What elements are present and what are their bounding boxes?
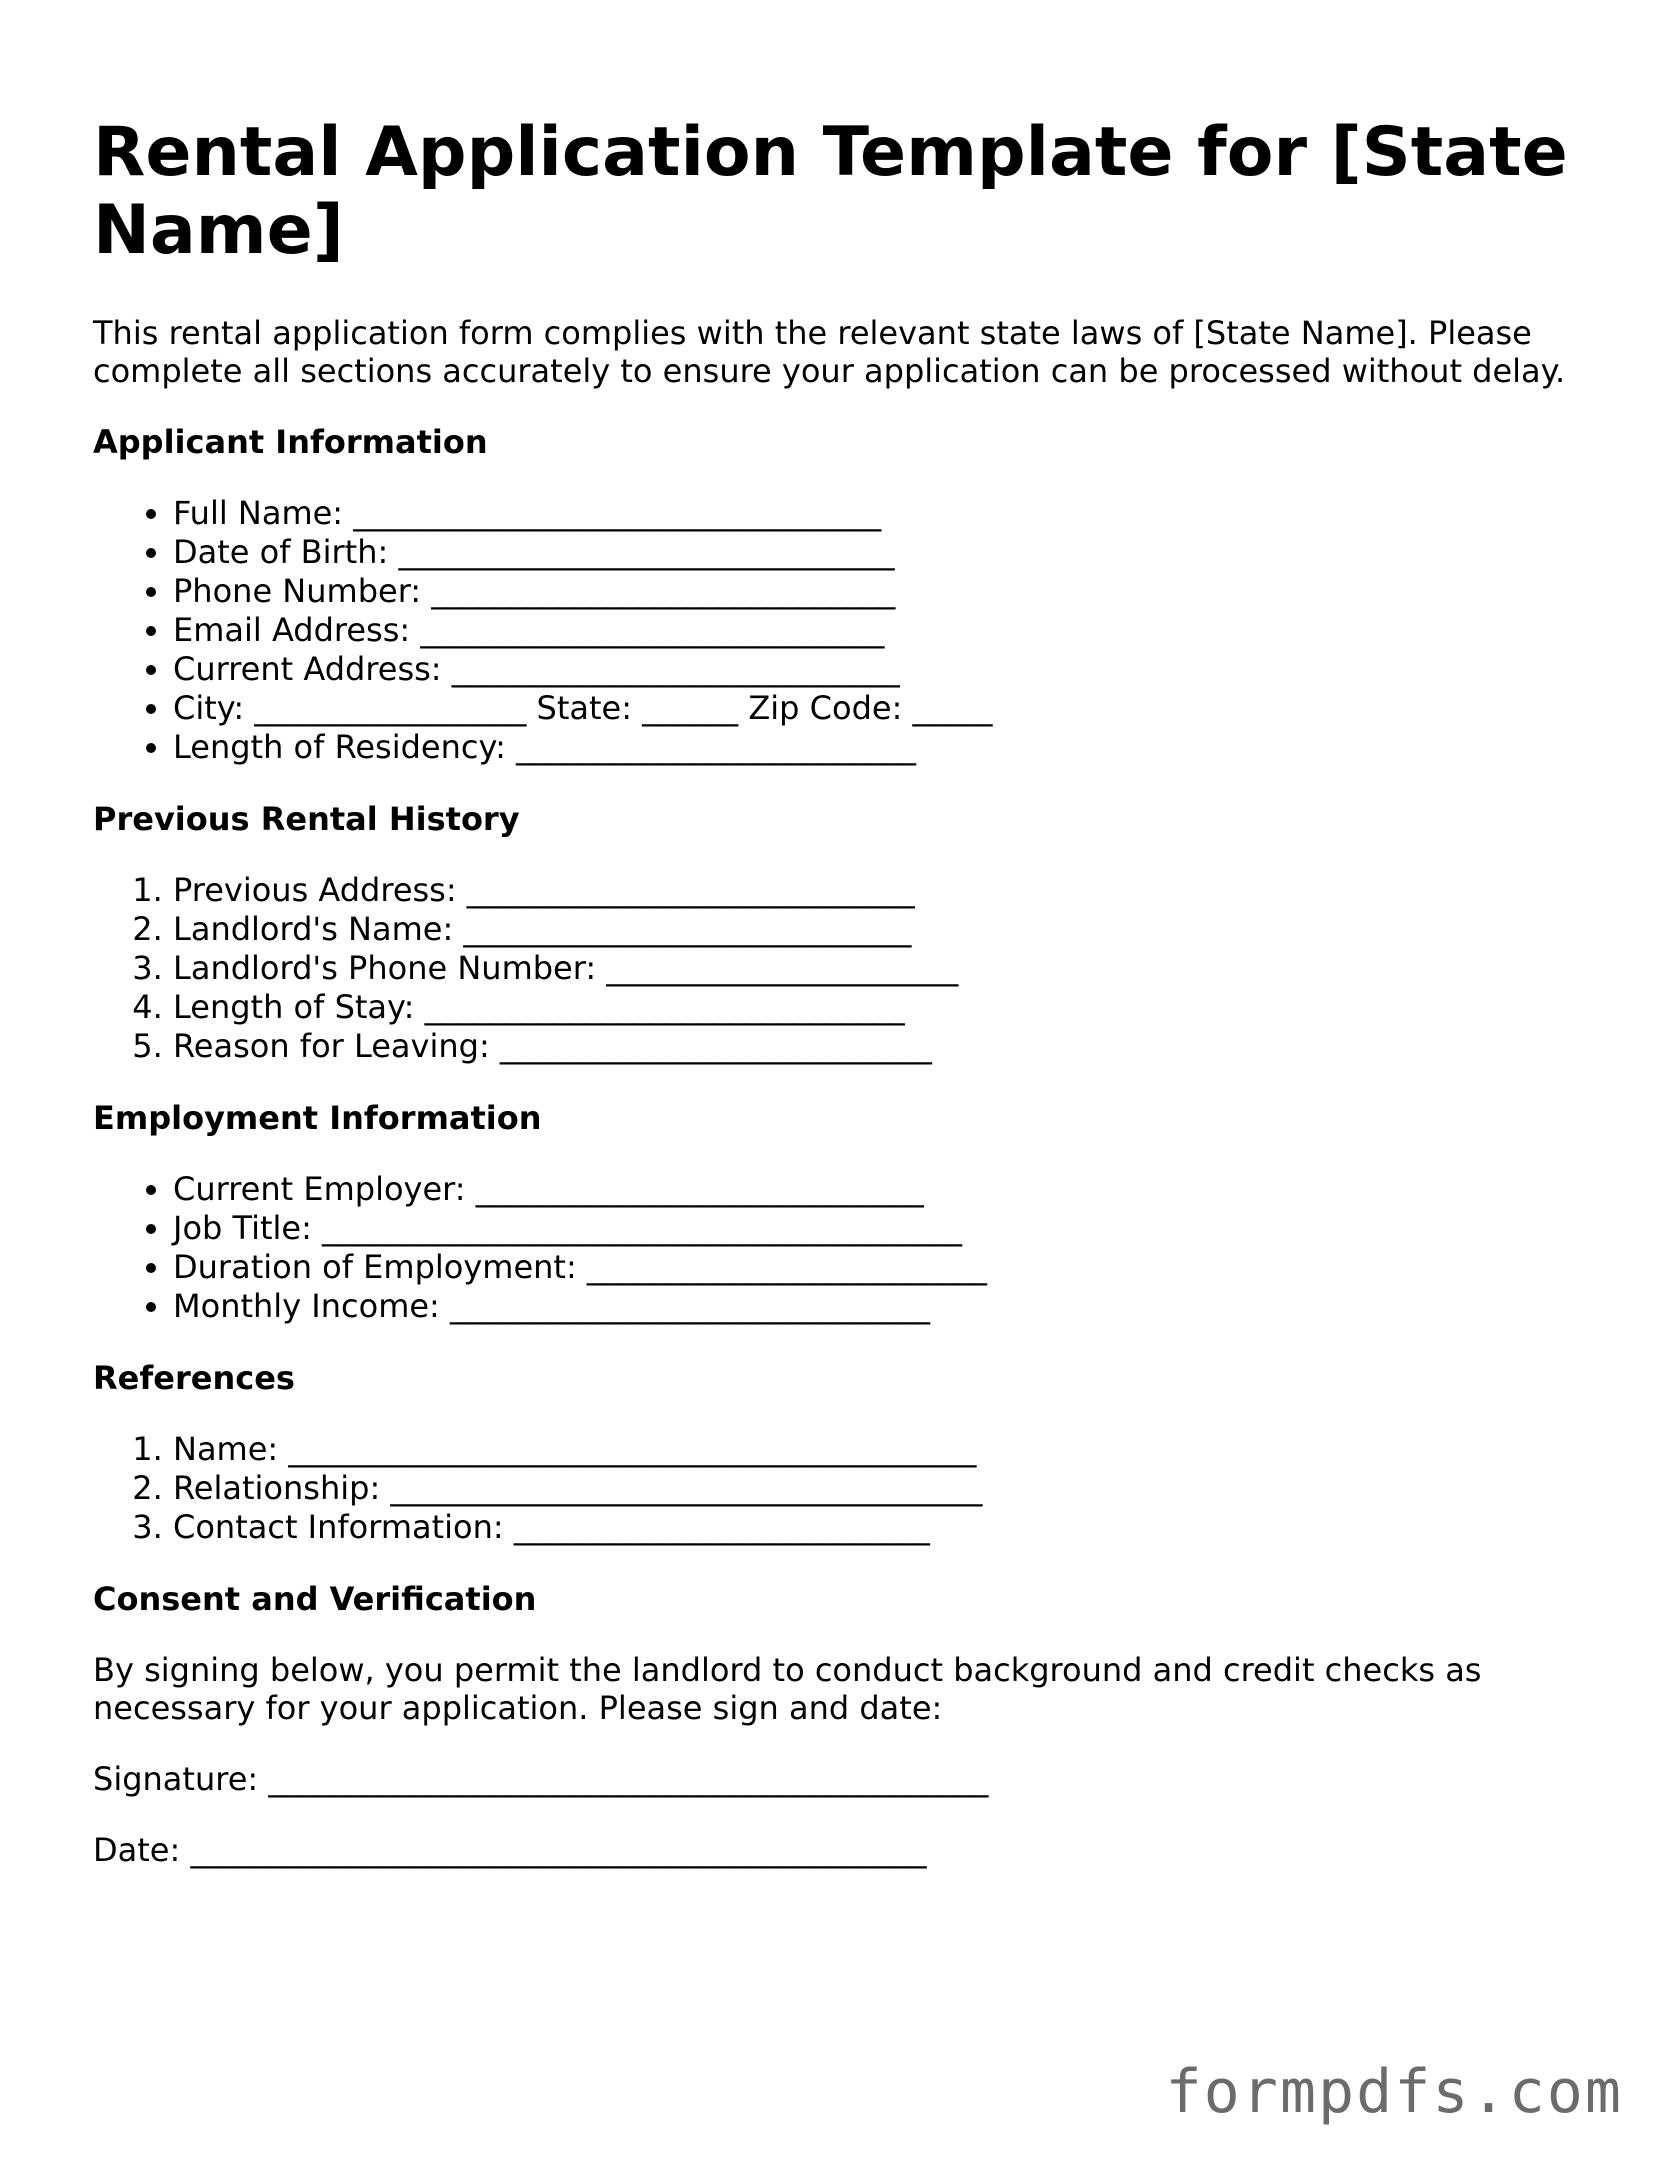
document-page <box>93 114 1593 1902</box>
field-current-employer[interactable]: • Current Employer: ____________________________ <box>173 1170 1593 1209</box>
rental-history-list <box>93 871 1593 1066</box>
field-current-address[interactable]: • Current Address: ____________________________ <box>173 650 1593 689</box>
section-heading-consent: Consent and Verification <box>93 1580 537 1618</box>
field-full-name[interactable]: • Full Name: _________________________________ <box>173 494 1593 533</box>
consent-paragraph: By signing below, you permit the landlord to conduct background and credit checks as necessary for your application. Please sign and date: <box>93 1651 1482 1727</box>
field-landlord-phone[interactable]: 3. Landlord's Phone Number: ______________________ <box>173 949 1593 988</box>
date-line[interactable]: Date: ______________________________________________ <box>93 1831 927 1869</box>
field-city-state-zip[interactable]: • City: _________________ State: ______ Zip Code: _____ <box>173 689 1593 728</box>
field-landlord-name[interactable]: 2. Landlord's Name: ____________________________ <box>173 910 1593 949</box>
field-previous-address[interactable]: 1. Previous Address: ____________________________ <box>173 871 1593 910</box>
field-monthly-income[interactable]: • Monthly Income: ______________________________ <box>173 1287 1593 1326</box>
field-duration-of-employment[interactable]: • Duration of Employment: _________________________ <box>173 1248 1593 1287</box>
field-reference-name[interactable]: 1. Name: ___________________________________________ <box>173 1430 1593 1469</box>
field-reason-for-leaving[interactable]: 5. Reason for Leaving: ___________________________ <box>173 1027 1593 1066</box>
field-date-of-birth[interactable]: • Date of Birth: _______________________________ <box>173 533 1593 572</box>
signature-line[interactable]: Signature: _____________________________________________ <box>93 1760 989 1798</box>
employment-info-list <box>93 1170 1593 1326</box>
page-title: Rental Application Template for [State Name] <box>93 113 1568 270</box>
section-heading-employment: Employment Information <box>93 1099 542 1137</box>
field-length-of-residency[interactable]: • Length of Residency: _________________________ <box>173 728 1593 767</box>
section-heading-references: References <box>93 1359 295 1397</box>
field-reference-contact[interactable]: 3. Contact Information: __________________________ <box>173 1508 1593 1547</box>
field-job-title[interactable]: • Job Title: ________________________________________ <box>173 1209 1593 1248</box>
field-length-of-stay[interactable]: 4. Length of Stay: ______________________________ <box>173 988 1593 1027</box>
field-phone-number[interactable]: • Phone Number: _____________________________ <box>173 572 1593 611</box>
section-heading-rental-history: Previous Rental History <box>93 800 520 838</box>
watermark: formpdfs.com <box>1165 2057 1623 2127</box>
references-list <box>93 1430 1593 1547</box>
field-reference-relationship[interactable]: 2. Relationship: _____________________________________ <box>173 1469 1593 1508</box>
section-heading-applicant: Applicant Information <box>93 423 488 461</box>
field-email-address[interactable]: • Email Address: _____________________________ <box>173 611 1593 650</box>
intro-paragraph: This rental application form complies with the relevant state laws of [State Name]. Please complete all sections accurately to ensure your application can be processed without delay. <box>93 314 1566 390</box>
applicant-info-list <box>93 494 1593 767</box>
